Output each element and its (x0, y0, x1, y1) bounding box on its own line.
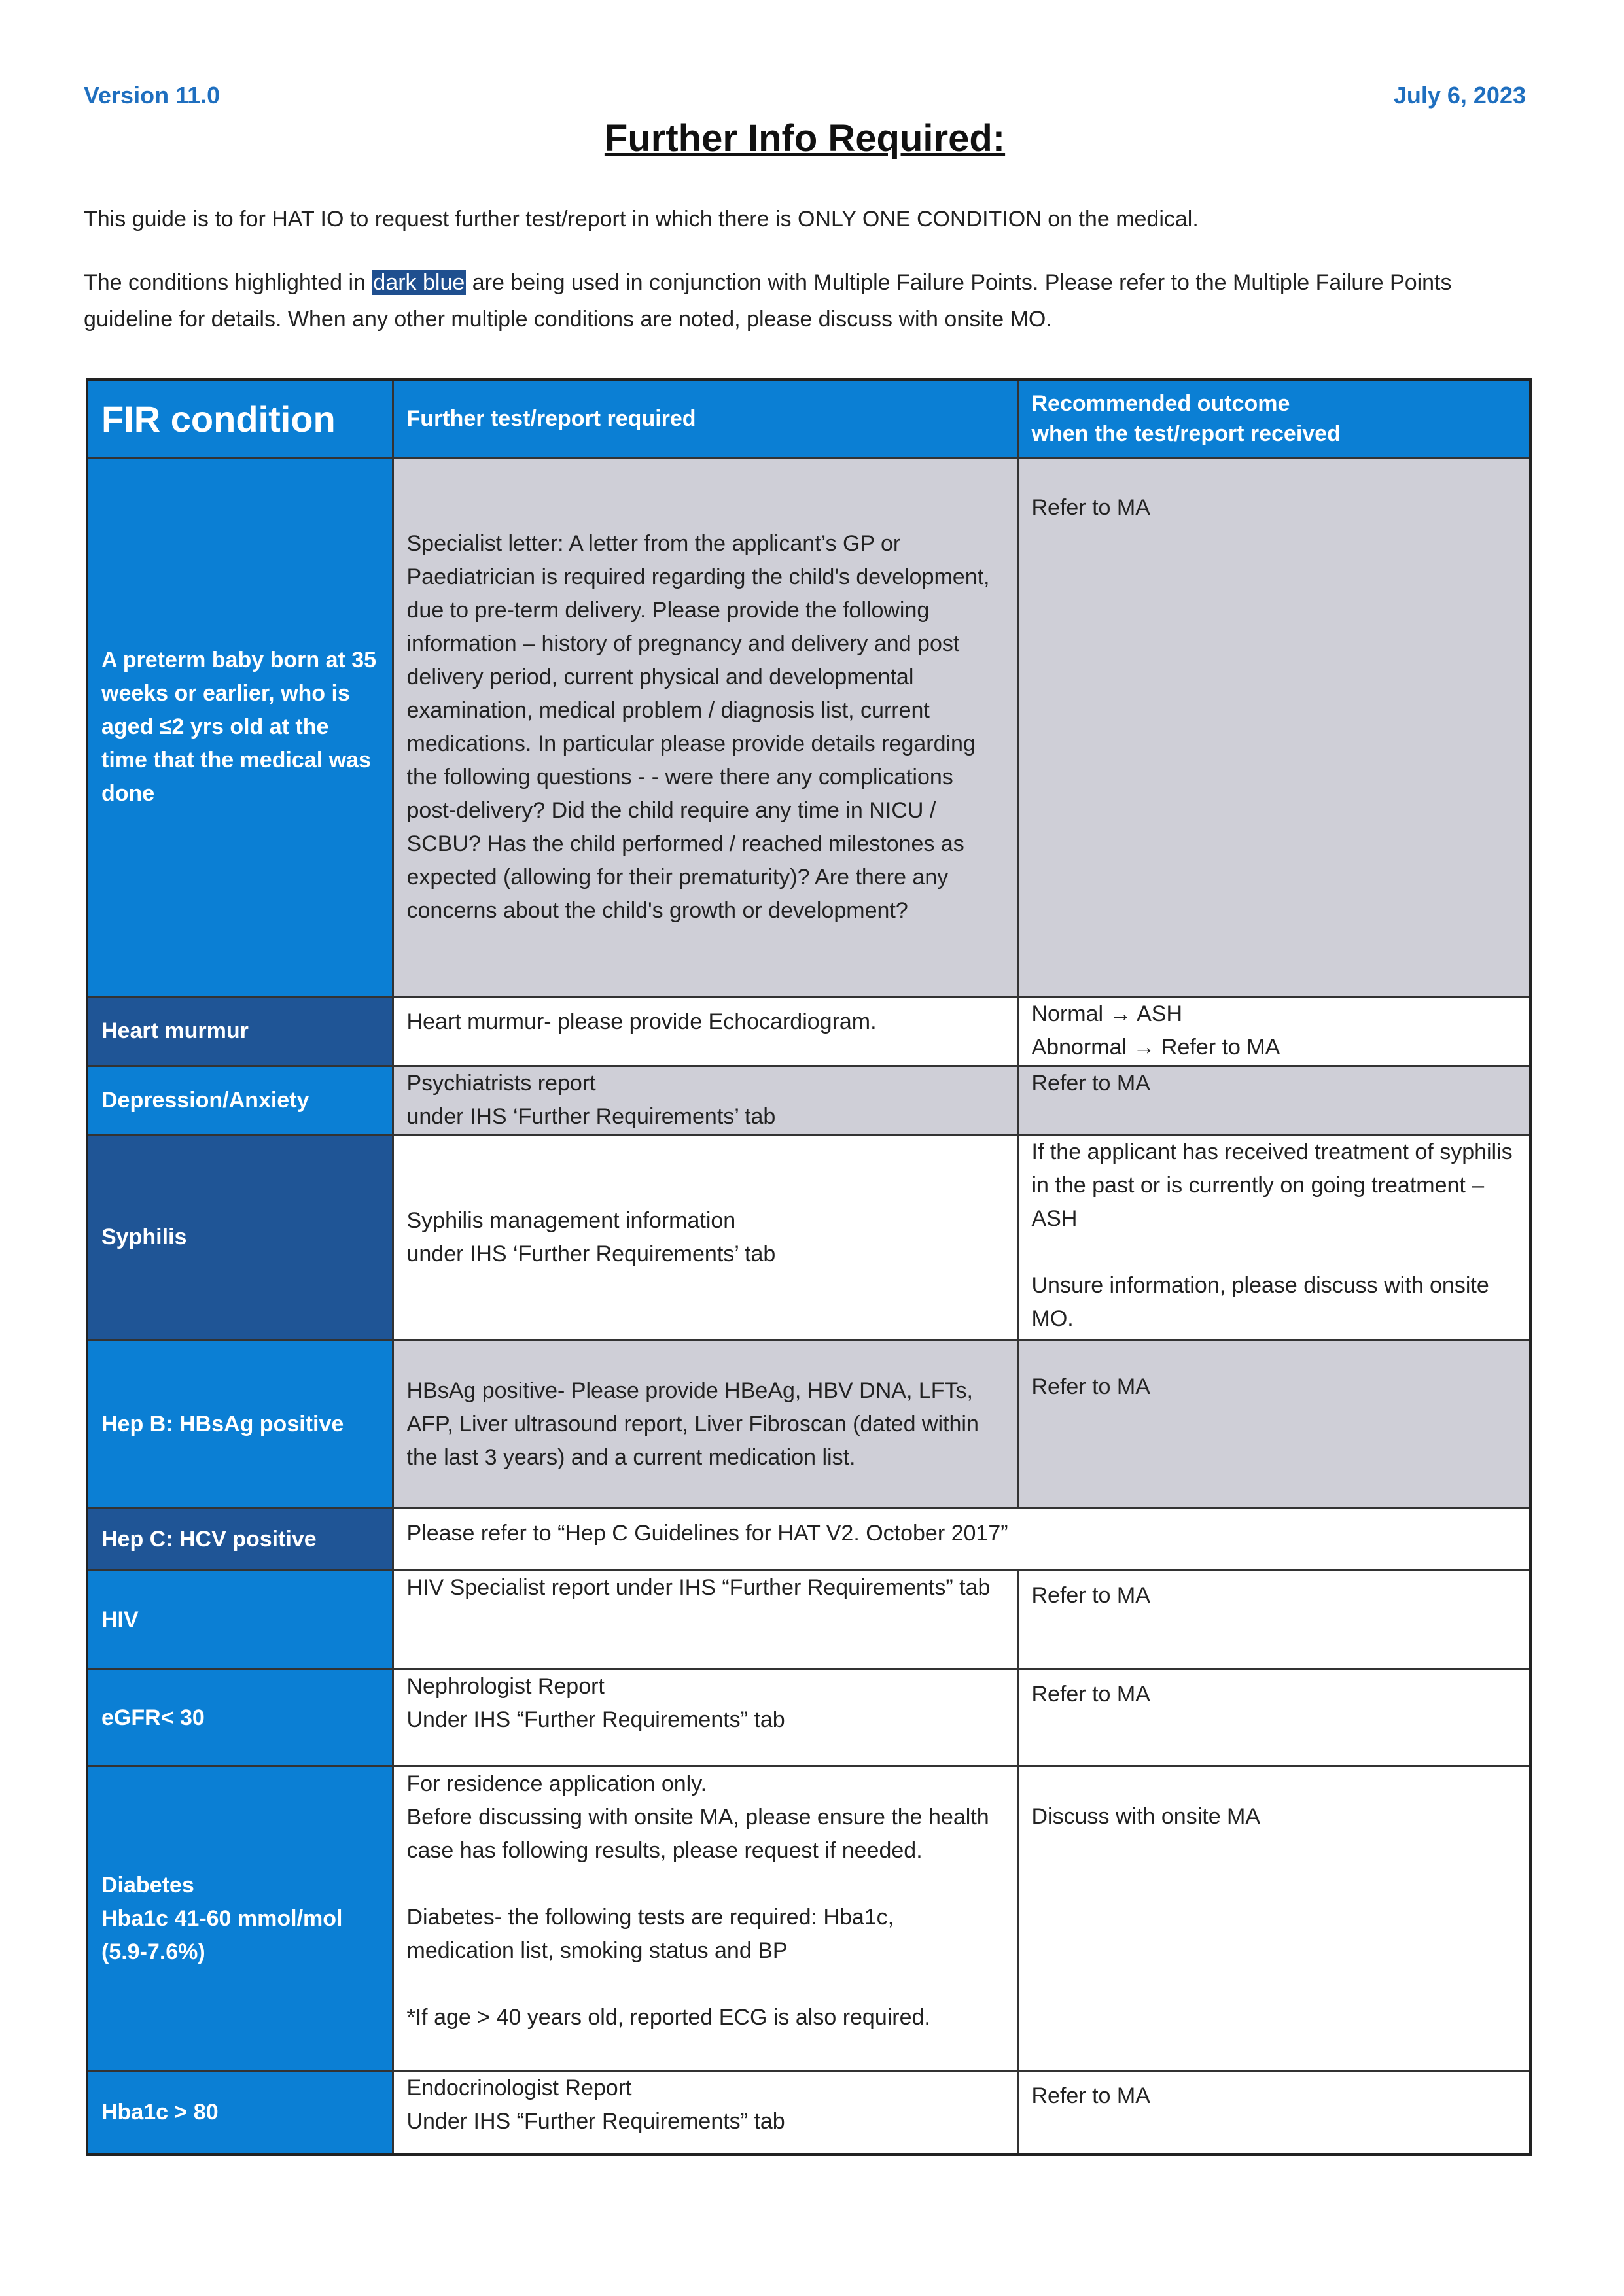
table-row (87, 1135, 1530, 1340)
condition-cell: HIV (87, 1571, 393, 1669)
table-row (87, 1508, 1530, 1571)
fir-table (86, 378, 1532, 2156)
test-cell: Please refer to “Hep C Guidelines for HAT V2. October 2017” (393, 1508, 1530, 1571)
outcome-cell: Refer to MA (1017, 458, 1530, 997)
table-row (87, 1767, 1530, 2071)
table-row (87, 1066, 1530, 1135)
table-row (87, 1669, 1530, 1767)
outcome-cell: Refer to MA (1017, 2071, 1530, 2155)
condition-cell: A preterm baby born at 35 weeks or earlier, who is aged ≤2 yrs old at the time that the medical was done (87, 458, 393, 997)
outcome-cell: Refer to MA (1017, 1340, 1530, 1508)
condition-cell: Syphilis (87, 1135, 393, 1340)
test-cell: Heart murmur- please provide Echocardiogram. (393, 997, 1017, 1066)
outcome-cell: Refer to MA (1017, 1066, 1530, 1135)
test-cell: Syphilis management information under IHS ‘Further Requirements’ tab (393, 1135, 1017, 1340)
intro-text: The conditions highlighted in (84, 270, 372, 295)
header-further-test: Further test/report required (393, 379, 1017, 458)
condition-cell: eGFR< 30 (87, 1669, 393, 1767)
outcome-cell: If the applicant has received treatment of syphilis in the past or is currently on going treatment – ASH Unsure information, please discuss with onsite MO. (1017, 1135, 1530, 1340)
test-cell: Psychiatrists report under IHS ‘Further Requirements’ tab (393, 1066, 1017, 1135)
dark-blue-highlight: dark blue (373, 270, 465, 295)
condition-cell: Hep B: HBsAg positive (87, 1340, 393, 1508)
test-cell: HIV Specialist report under IHS “Further Requirements” tab (393, 1571, 1017, 1669)
condition-cell: Depression/Anxiety (87, 1066, 393, 1135)
condition-cell: Heart murmur (87, 997, 393, 1066)
test-cell: For residence application only. Before discussing with onsite MA, please ensure the health case has following results, please request if needed. Diabetes- the following tests are required: Hba1c, medication list, smoking status and BP *If age > 40 years old, reported ECG is also required. (393, 1767, 1017, 2071)
page-title: Further Info Required: (604, 117, 1006, 160)
test-cell: Endocrinologist Report Under IHS “Further Requirements” tab (393, 2071, 1017, 2155)
table-header-row (87, 379, 1530, 458)
test-cell: Specialist letter: A letter from the applicant’s GP or Paediatrician is required regarding the child's development, due to pre-term delivery. Please provide the following information – history of pregnancy and delivery and post delivery period, current physical and developmental examination, medical problem / diagnosis list, current medications. In particular please provide details regarding the following questions - - were there any complications post-delivery? Did the child require any time in NICU / SCBU? Has the child performed / reached milestones as expected (allowing for their prematurity)? Are there any concerns about the child's growth or development? (393, 458, 1017, 997)
outcome-cell: Normal → ASH Abnormal → Refer to MA (1017, 997, 1530, 1066)
intro-paragraph-1: This guide is to for HAT IO to request further test/report in which there is ONLY ONE CONDITION on the medical. (84, 207, 1199, 232)
intro-text: are being used in conjunction with Multiple Failure Points. Please refer to the Multiple Failure Points guideline for details. When any other multiple conditions are noted, please discuss with onsite MO. (84, 270, 1452, 332)
outcome-cell: Refer to MA (1017, 1669, 1530, 1767)
header-fir-condition: FIR condition (87, 379, 393, 458)
condition-cell: Hep C: HCV positive (87, 1508, 393, 1571)
date-label: July 6, 2023 (1393, 82, 1526, 109)
table-row (87, 2071, 1530, 2155)
table-row (87, 1340, 1530, 1508)
header-recommended-outcome: Recommended outcome when the test/report received (1017, 379, 1530, 458)
intro-paragraph-2 (84, 264, 1523, 338)
table-row (87, 1571, 1530, 1669)
test-cell: HBsAg positive- Please provide HBeAg, HBV DNA, LFTs, AFP, Liver ultrasound report, Liver Fibroscan (dated within the last 3 years) and a current medication list. (393, 1340, 1017, 1508)
test-cell: Nephrologist Report Under IHS “Further Requirements” tab (393, 1669, 1017, 1767)
version-label: Version 11.0 (84, 82, 221, 109)
table-row (87, 458, 1530, 997)
table-row (87, 997, 1530, 1066)
condition-cell: Diabetes Hba1c 41-60 mmol/mol (5.9-7.6%) (87, 1767, 393, 2071)
condition-cell: Hba1c > 80 (87, 2071, 393, 2155)
outcome-cell: Discuss with onsite MA (1017, 1767, 1530, 2071)
outcome-cell: Refer to MA (1017, 1571, 1530, 1669)
